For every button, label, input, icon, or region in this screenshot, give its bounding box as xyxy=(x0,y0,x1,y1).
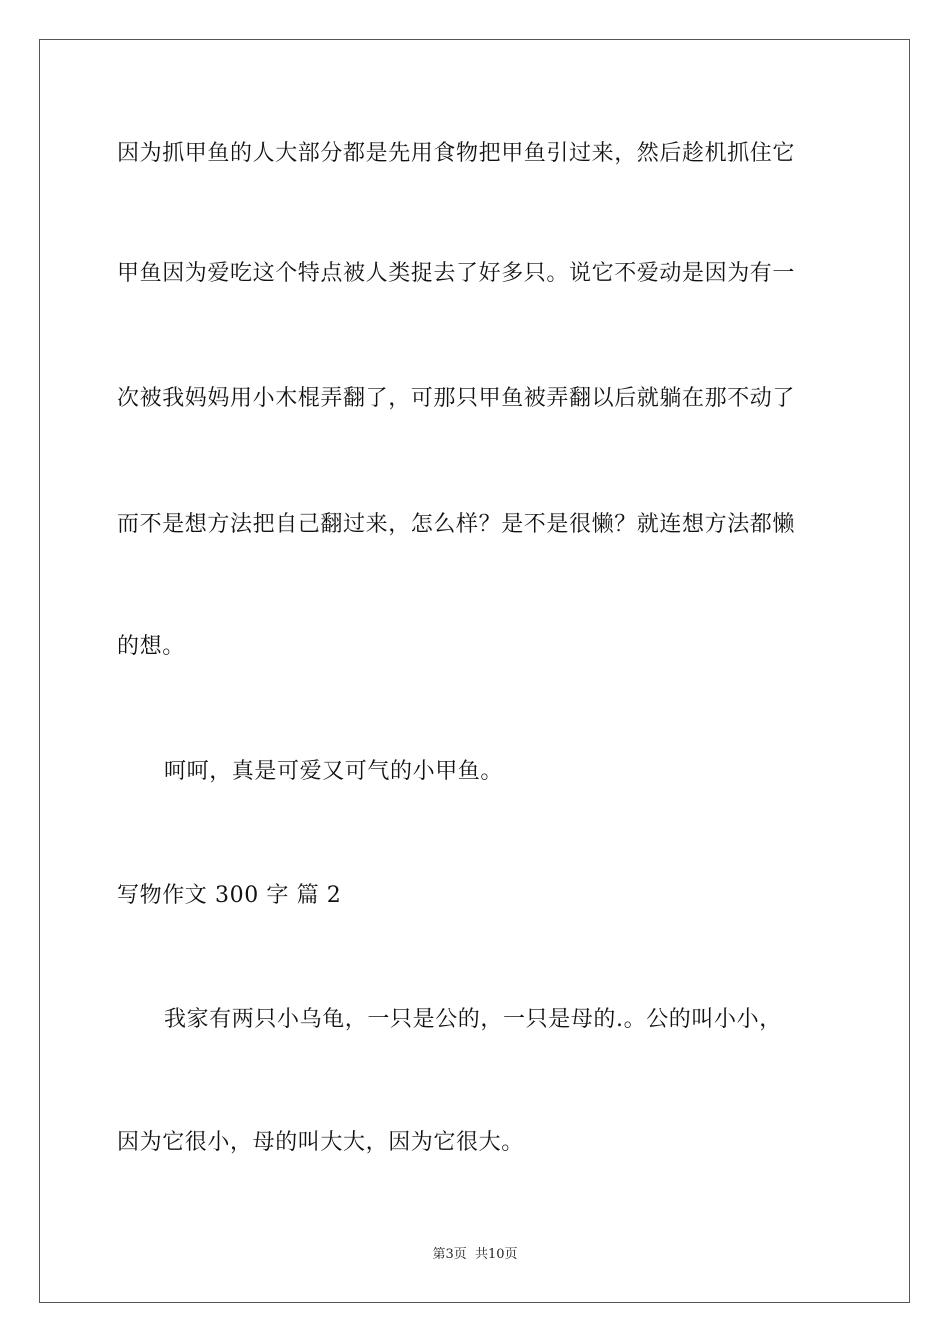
page-footer xyxy=(0,1246,950,1264)
text-line-2: 甲鱼因为爱吃这个特点被人类捉去了好多只。说它不爱动是因为有一 xyxy=(117,261,796,286)
text-line-1: 因为抓甲鱼的人大部分都是先用食物把甲鱼引过来，然后趁机抓住它 xyxy=(117,141,796,166)
page-number-total: 共10页 xyxy=(474,1247,518,1262)
paragraph-2: 呵呵，真是可爱又可气的小甲鱼。 xyxy=(164,759,504,784)
paragraph-3-line-1: 我家有两只小乌龟，一只是公的，一只是母的.。公的叫小小， xyxy=(164,1007,782,1032)
text-line-3: 次被我妈妈用小木棍弄翻了，可那只甲鱼被弄翻以后就躺在那不动了 xyxy=(117,386,796,411)
page-number-current: 第3页 xyxy=(432,1247,467,1262)
text-line-4: 而不是想方法把自己翻过来，怎么样？是不是很懒？就连想方法都懒 xyxy=(117,512,796,537)
page-border xyxy=(39,39,910,1303)
text-line-5: 的想。 xyxy=(117,634,185,659)
paragraph-3-line-2: 因为它很小，母的叫大大，因为它很大。 xyxy=(117,1130,524,1155)
section-heading: 写物作文 300 字 篇 2 xyxy=(117,883,342,908)
